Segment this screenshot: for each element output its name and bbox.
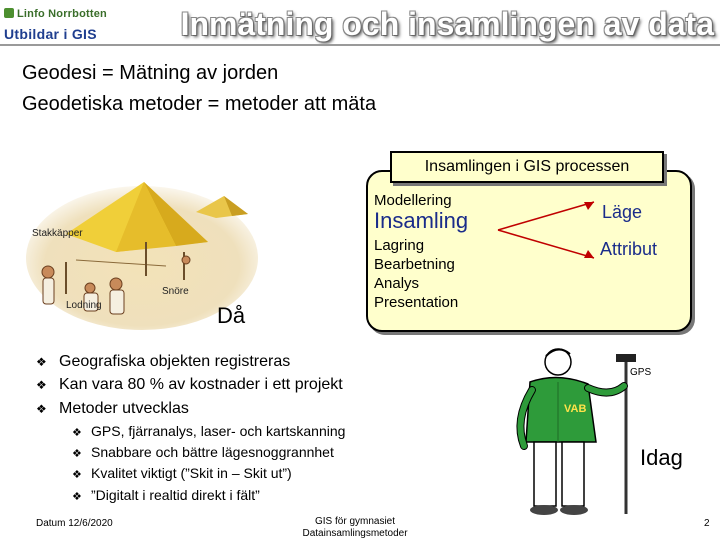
insamling-lage: Läge xyxy=(602,202,643,222)
process-step-presentation: Presentation xyxy=(374,294,459,311)
insamling-arrows-icon xyxy=(494,196,598,266)
diamond-bullet-icon: ❖ xyxy=(36,402,47,416)
gps-label: GPS xyxy=(630,367,652,378)
process-step-insamling: Insamling xyxy=(374,208,469,233)
label-stakkappar: Stakkäpper xyxy=(32,228,83,239)
intro-line-geodesi: Geodesi = Mätning av jorden xyxy=(22,62,279,84)
then-label: Då xyxy=(217,303,246,328)
sub-bullet-item: ❖ ”Digitalt i realtid direkt i fält” xyxy=(72,485,260,508)
process-step-lagring: Lagring xyxy=(374,237,425,254)
header-divider xyxy=(0,44,720,46)
diamond-bullet-icon: ❖ xyxy=(72,491,82,503)
bullet-item: ❖ Geografiska objekten registreras xyxy=(36,349,290,375)
footer-center xyxy=(270,516,440,540)
sub-bullet-item: ❖ Snabbare och bättre lägesnoggrannhet xyxy=(72,442,334,465)
footer-course: GIS för gymnasiet xyxy=(314,516,396,527)
label-lodning: Lodning xyxy=(66,300,102,311)
diamond-bullet-icon: ❖ xyxy=(36,378,47,392)
label-snore: Snöre xyxy=(162,286,189,297)
logo-mark-icon xyxy=(4,8,14,18)
page-number: 2 xyxy=(704,518,710,529)
slide-title: Inmätning och insamlingen av data xyxy=(180,6,714,42)
logo-line1: Linfo Norrbotten xyxy=(17,8,107,20)
process-step-modellering: Modellering xyxy=(374,192,452,209)
now-label: Idag xyxy=(640,445,683,470)
diamond-bullet-icon: ❖ xyxy=(72,427,82,439)
logo-line2: Utbildar i GIS xyxy=(4,26,97,42)
diamond-bullet-icon: ❖ xyxy=(72,469,82,481)
process-step-bearbetning: Bearbetning xyxy=(374,256,455,273)
gis-process-title: Insamlingen i GIS processen xyxy=(390,151,664,183)
vest-text: VAB xyxy=(564,403,587,415)
footer-date: Datum 12/6/2020 xyxy=(36,518,113,529)
linfo-logo xyxy=(4,8,116,46)
intro-line-metoder: Geodetiska metoder = metoder att mäta xyxy=(22,93,377,115)
sub-bullet-item: ❖ Kvalitet viktigt (”Skit in – Skit ut”) xyxy=(72,463,292,486)
bullet-item: ❖ Metoder utvecklas xyxy=(36,396,189,422)
bullet-item: ❖ Kan vara 80 % av kostnader i ett projekt xyxy=(36,372,343,398)
footer-topic: Datainsamlingsmetoder xyxy=(302,528,408,539)
diamond-bullet-icon: ❖ xyxy=(36,355,47,369)
insamling-attribut: Attribut xyxy=(600,239,658,259)
diamond-bullet-icon: ❖ xyxy=(72,448,82,460)
process-step-analys: Analys xyxy=(374,275,420,292)
sub-bullet-item: ❖ GPS, fjärranalys, laser- och kartskanning xyxy=(72,421,345,444)
